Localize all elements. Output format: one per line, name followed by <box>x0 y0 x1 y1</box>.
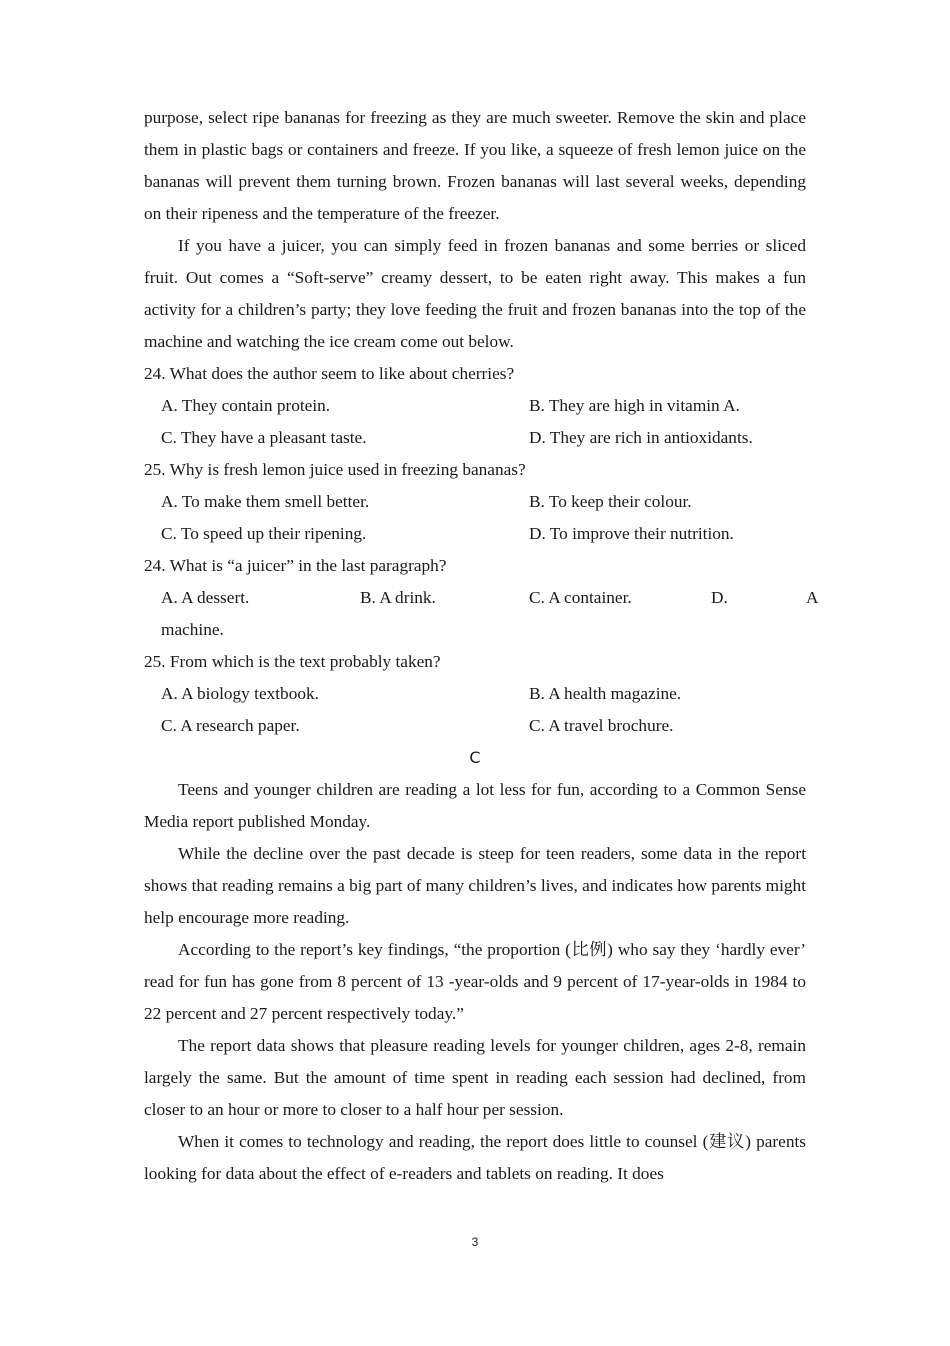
option-c: C. A container. <box>529 588 632 607</box>
option-d: D. They are rich in antioxidants. <box>529 428 753 447</box>
option-c: C. They have a pleasant taste. <box>161 428 367 447</box>
option-d <box>711 582 818 614</box>
option-b: B. To keep their colour. <box>529 492 692 511</box>
option-d: D. To improve their nutrition. <box>529 524 734 543</box>
option-a: A. A biology textbook. <box>161 684 319 703</box>
options-row <box>144 486 806 518</box>
question-stem: 25. Why is fresh lemon juice used in freezing bananas? <box>144 460 526 479</box>
options-row <box>144 390 806 422</box>
passage-paragraph: According to the report’s key findings, “the proportion (比例) who say they ‘hardly ever’ read for fun has gone from 8 percent of 13 -year-olds and 9 percent of 17-year-olds in 1984 to 22 percent and 27 percent respectively today.” <box>144 940 806 1023</box>
option-d-text: A <box>806 588 819 607</box>
option-a: A. A dessert. <box>161 588 250 607</box>
section-heading: C <box>469 748 481 767</box>
option-c: C. A research paper. <box>161 716 300 735</box>
passage-paragraph: purpose, select ripe bananas for freezing as they are much sweeter. Remove the skin and place them in plastic bags or containers and freeze. If you like, a squeeze of fresh lemon juice on the bananas will prevent them turning brown. Frozen bananas will last several weeks, depending on their ripeness and the temperature of the freezer. <box>144 108 806 223</box>
option-d-letter: D. <box>711 588 728 607</box>
options-row <box>144 710 806 742</box>
options-row <box>144 518 806 550</box>
options-row <box>144 678 806 710</box>
passage-paragraph: Teens and younger children are reading a lot less for fun, according to a Common Sense Media report published Monday. <box>144 780 806 831</box>
option-b: B. They are high in vitamin A. <box>529 396 740 415</box>
option-a: A. They contain protein. <box>161 396 331 415</box>
question-stem: 25. From which is the text probably taken? <box>144 652 441 671</box>
option-b: B. A health magazine. <box>529 684 682 703</box>
document-page <box>144 102 819 1190</box>
option-d: C. A travel brochure. <box>529 716 674 735</box>
question-stem: 24. What is “a juicer” in the last paragraph? <box>144 556 447 575</box>
option-c: C. To speed up their ripening. <box>161 524 367 543</box>
page-number: 3 <box>471 1235 479 1249</box>
passage-paragraph: If you have a juicer, you can simply feed in frozen bananas and some berries or sliced fruit. Out comes a “Soft-serve” creamy dessert, to be eaten right away. This makes a fun activity for a children’s party; they love feeding the fruit and frozen bananas into the top of the machine and watching the ice cream come out below. <box>144 236 806 351</box>
question-stem: 24. What does the author seem to like about cherries? <box>144 364 515 383</box>
passage-paragraph: When it comes to technology and reading, the report does little to counsel (建议) parents looking for data about the effect of e-readers and tablets on reading. It does <box>144 1132 806 1183</box>
option-b: B. A drink. <box>360 588 436 607</box>
options-row <box>144 422 806 454</box>
passage-paragraph: The report data shows that pleasure reading levels for younger children, ages 2-8, remain largely the same. But the amount of time spent in reading each session had declined, from closer to an hour or more to closer to a half hour per session. <box>144 1036 806 1119</box>
passage-paragraph: While the decline over the past decade is steep for teen readers, some data in the report shows that reading remains a big part of many children’s lives, and indicates how parents might help encourage more reading. <box>144 844 806 927</box>
options-row <box>144 582 819 614</box>
option-a: A. To make them smell better. <box>161 492 370 511</box>
option-d-wrap: machine. <box>161 620 224 639</box>
